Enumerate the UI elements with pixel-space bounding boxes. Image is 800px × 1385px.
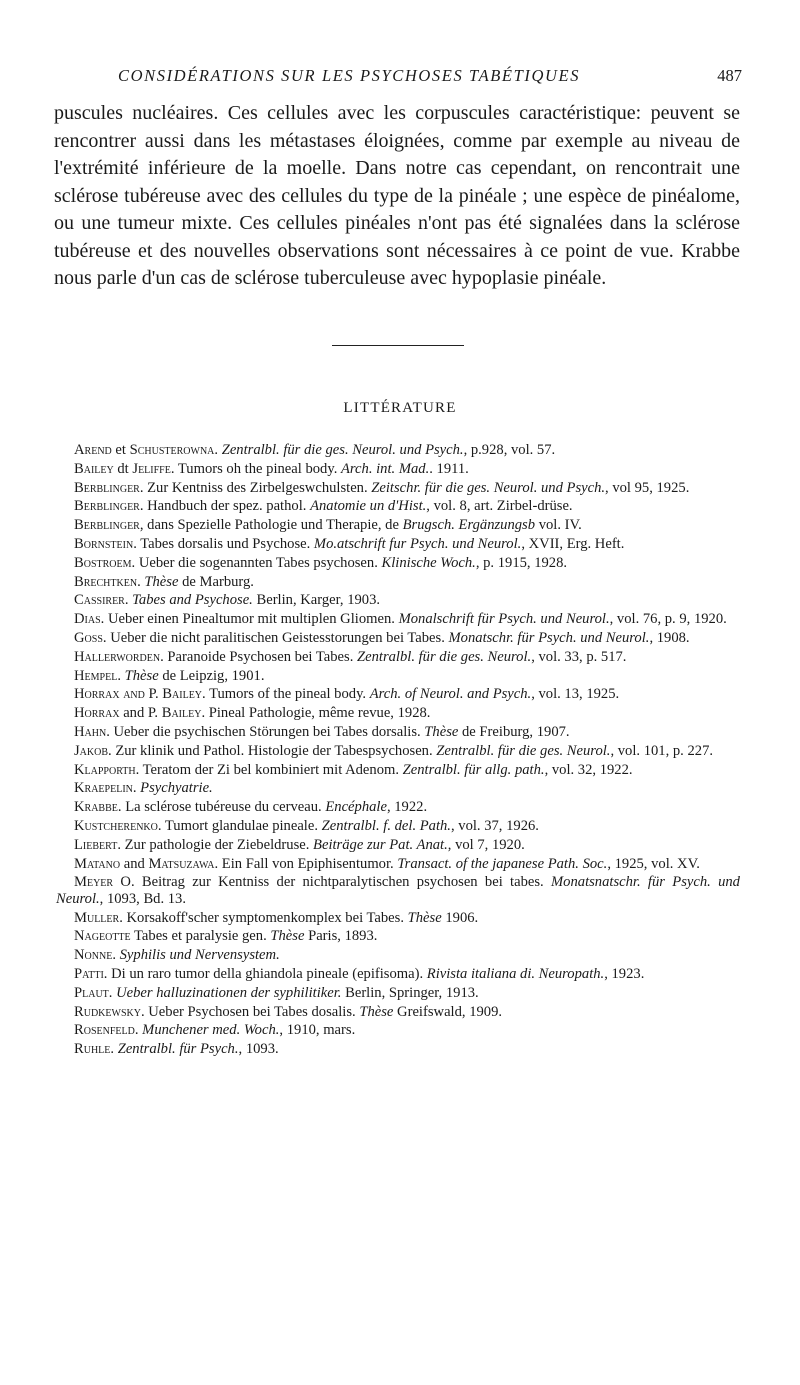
- ref-details: Paris, 1893.: [304, 928, 378, 945]
- ref-text: . Ein Fall von Epiphisentumor.: [214, 855, 398, 872]
- ref-author: Rosenfeld: [74, 1022, 135, 1039]
- ref-author: Hempel: [74, 667, 118, 684]
- ref-connector: et: [111, 442, 130, 458]
- ref-details: Greifswald, 1909.: [393, 1003, 503, 1020]
- reference-item: [56, 686, 740, 703]
- ref-author: Kustcherenko: [74, 817, 158, 834]
- ref-author: Meyer: [74, 874, 114, 891]
- reference-item: [56, 874, 740, 907]
- ref-coauthor: Schusterowna: [129, 442, 215, 458]
- ref-title: Zentralbl. für die ges. Neurol.: [357, 648, 532, 665]
- ref-details: vol. IV.: [535, 517, 582, 534]
- section-divider: [332, 345, 464, 346]
- ref-title: Arch. of Neurol. and Psych.: [369, 686, 532, 703]
- ref-title: Thèse: [144, 573, 179, 590]
- reference-item: [56, 611, 740, 628]
- ref-title: Thèse: [359, 1003, 394, 1020]
- ref-text: . Ueber Psychosen bei Tabes dosalis.: [140, 1003, 360, 1020]
- ref-connector: and: [120, 855, 149, 872]
- ref-details: Berlin, Springer, 1913.: [341, 984, 479, 1001]
- ref-text: , dans Spezielle Pathologie und Therapie, de: [139, 517, 403, 534]
- reference-list: [56, 442, 740, 1060]
- ref-coauthor: Matsuzawa: [148, 855, 215, 872]
- reference-item: [56, 498, 740, 515]
- ref-title: Thèse: [407, 909, 442, 926]
- ref-text: Tabes et paralysie gen.: [130, 928, 271, 945]
- reference-item: [56, 724, 740, 741]
- ref-title: Zentralbl. für die ges. Neurol.: [436, 742, 611, 759]
- ref-author: Patti: [74, 966, 104, 983]
- ref-text: .: [137, 573, 145, 590]
- ref-author: Hahn: [74, 723, 107, 740]
- reference-item: [56, 705, 740, 722]
- reference-item: [56, 574, 740, 591]
- reference-item: [56, 910, 740, 927]
- reference-item: [56, 1022, 740, 1039]
- ref-details: , vol. 37, 1926.: [450, 817, 539, 834]
- reference-item: [56, 517, 740, 534]
- reference-item: [56, 762, 740, 779]
- ref-text: . Tumors oh the pineal body.: [170, 460, 341, 477]
- ref-author: Hallerworden: [74, 648, 161, 665]
- ref-details: , 1925, vol. XV.: [607, 855, 700, 872]
- ref-author: Ruhle: [74, 1041, 111, 1058]
- ref-details: 1906.: [441, 909, 479, 926]
- reference-item: [56, 442, 740, 459]
- page-header: [0, 66, 800, 90]
- ref-author: Cassirer: [74, 592, 125, 609]
- ref-details: , XVII, Erg. Heft.: [521, 535, 625, 552]
- ref-connector: dt: [113, 460, 133, 477]
- ref-author: Rudkewsky: [74, 1003, 141, 1020]
- ref-title: Munchener med. Woch.: [142, 1022, 280, 1039]
- ref-details: , vol. 32, 1922.: [544, 761, 633, 778]
- ref-details: . 1911.: [429, 460, 469, 477]
- reference-item: [56, 966, 740, 983]
- ref-text: . Zur pathologie der Ziebeldruse.: [117, 836, 314, 853]
- ref-author: Bailey: [74, 460, 114, 477]
- ref-details: de Freiburg, 1907.: [458, 723, 570, 740]
- ref-details: , vol 95, 1925.: [605, 479, 690, 496]
- ref-text: . Korsakoff'scher symptomenkomplex bei Tabes.: [119, 909, 408, 926]
- ref-text: O. Beitrag zur Kentniss der nichtparalytischen psychosen bei tabes.: [113, 874, 552, 891]
- reference-item: [56, 480, 740, 497]
- ref-details: de Leipzig, 1901.: [158, 667, 265, 684]
- ref-details: , vol. 13, 1925.: [531, 686, 620, 703]
- ref-title: Zentralbl. für allg. path.: [402, 761, 545, 778]
- ref-title: Arch. int. Mad.: [341, 460, 430, 477]
- body-paragraph: puscules nucléaires. Ces cellules avec les corpuscules caractéristique: peuvent se rencontrer aussi dans les métastases éloignées, comme par exemple au niveau de l'extrémité inférieure de la moelle. Dans notre cas cependant, on rencontrait une sclérose tubéreuse avec des cellules du type de la pinéale ; une espèce de pinéalome, ou une tumeur mixte. Ces cellules pinéales n'ont pas été signalées dans la sclérose tubéreuse et des nouvelles observations sont nécessaires à ce point de vue. Krabbe nous parle d'un cas de sclérose tuberculeuse avec hypoplasie pinéale.: [54, 102, 740, 289]
- ref-details: de Marburg.: [178, 573, 254, 590]
- reference-item: [56, 649, 740, 666]
- ref-author: Liebert: [74, 836, 118, 853]
- ref-author: Bostroem: [74, 554, 132, 571]
- reference-item: [56, 780, 740, 797]
- ref-author: Klapporth: [74, 761, 136, 778]
- ref-title: Psychyatrie.: [140, 780, 213, 797]
- ref-text: . Ueber die sogenannten Tabes psychosen.: [131, 554, 382, 571]
- ref-text: .: [132, 780, 141, 797]
- ref-details: , 1922.: [386, 799, 428, 816]
- ref-text: . Di un raro tumor della ghiandola pineale (epifisoma).: [103, 966, 427, 983]
- reference-item: [56, 799, 740, 816]
- ref-title: Thèse: [270, 928, 305, 945]
- ref-text: . Ueber die nicht paralitischen Geistesstorungen bei Tabes.: [102, 629, 449, 646]
- reference-item: [56, 837, 740, 854]
- ref-author: Horrax and P. Bailey: [74, 686, 203, 703]
- ref-details: , vol. 8, art. Zirbel-drüse.: [426, 498, 573, 515]
- ref-details: , vol. 101, p. 227.: [610, 742, 714, 759]
- ref-author: Jakob: [74, 742, 109, 759]
- ref-title: Monatsnatschr. für Psych. und Neurol.: [56, 874, 740, 907]
- ref-coauthor: Jeliffe: [132, 460, 171, 477]
- ref-title: Zentralbl. für Psych.: [117, 1041, 239, 1058]
- ref-title: Thèse: [124, 667, 159, 684]
- ref-connector: and P.: [119, 705, 162, 722]
- reference-item: [56, 928, 740, 945]
- section-title: LITTÉRATURE: [343, 400, 457, 416]
- reference-item: [56, 1004, 740, 1021]
- ref-details: , p.928, vol. 57.: [463, 442, 556, 458]
- ref-title: Zentralbl. f. del. Path.: [321, 817, 451, 834]
- ref-author: Berblinger: [74, 517, 140, 534]
- reference-item: [56, 1041, 740, 1058]
- ref-text: . Pineal Pathologie, même revue, 1928.: [201, 705, 431, 722]
- reference-item: [56, 818, 740, 835]
- running-title: CONSIDÉRATIONS SUR LES PSYCHOSES TABÉTIQUES: [118, 66, 581, 85]
- reference-item: [56, 947, 740, 964]
- reference-item: [56, 630, 740, 647]
- ref-text: . Zur klinik und Pathol. Histologie der Tabespsychosen.: [108, 742, 437, 759]
- ref-text: .: [112, 947, 120, 964]
- ref-text: .: [108, 984, 117, 1001]
- ref-text: .: [214, 442, 222, 458]
- ref-author: Matano: [74, 855, 121, 872]
- ref-details: , vol. 76, p. 9, 1920.: [609, 611, 727, 628]
- ref-author: Muller: [74, 909, 120, 926]
- reference-item: [56, 856, 740, 873]
- ref-title: Anatomie un d'Hist.: [310, 498, 427, 515]
- ref-title: Rivista italiana di. Neuropath.: [426, 966, 605, 983]
- ref-title: Ueber halluzinationen der syphilitiker.: [116, 984, 342, 1001]
- ref-text: . Tumort glandulae pineale.: [157, 817, 322, 834]
- ref-title: Syphilis und Nervensystem.: [119, 947, 280, 964]
- ref-title: Encéphale: [325, 799, 387, 816]
- reference-item: [56, 555, 740, 572]
- ref-text: . Ueber die psychischen Störungen bei Tabes dorsalis.: [106, 723, 425, 740]
- ref-author: Nageotte: [74, 928, 131, 945]
- ref-title: Monatschr. für Psych. und Neurol.: [448, 629, 650, 646]
- ref-author: Arend: [74, 442, 112, 458]
- ref-title: Zeitschr. für die ges. Neurol. und Psych.: [371, 479, 606, 496]
- ref-text: . La sclérose tubéreuse du cerveau.: [117, 799, 326, 816]
- ref-author: Bornstein: [74, 535, 134, 552]
- ref-author: Nonne: [74, 947, 113, 964]
- ref-text: . Teratom der Zi bel kombiniert mit Adenom.: [135, 761, 403, 778]
- ref-text: . Handbuch der spez. pathol.: [139, 498, 311, 515]
- ref-text: .: [117, 667, 125, 684]
- ref-details: , p. 1915, 1928.: [475, 554, 568, 571]
- ref-text: . Tabes dorsalis und Psychose.: [133, 535, 314, 552]
- ref-author: Brechtken: [74, 573, 138, 590]
- ref-text: . Paranoide Psychosen bei Tabes.: [160, 648, 357, 665]
- ref-author: Plaut: [74, 984, 109, 1001]
- ref-details: , 1093.: [238, 1041, 279, 1058]
- ref-text: . Ueber einen Pinealtumor mit multiplen Gliomen.: [100, 611, 399, 628]
- ref-title: Tabes and Psychose.: [132, 592, 253, 609]
- ref-title: Transact. of the japanese Path. Soc.: [397, 855, 608, 872]
- ref-author: Kraepelin: [74, 780, 133, 797]
- ref-title: Beiträge zur Pat. Anat.: [313, 836, 448, 853]
- ref-title: Monalschrift für Psych. und Neurol.: [398, 611, 610, 628]
- ref-title: Thèse: [424, 723, 459, 740]
- ref-author: Dias: [74, 611, 101, 628]
- ref-details: , 1093, Bd. 13.: [99, 890, 187, 907]
- reference-item: [56, 985, 740, 1002]
- ref-text: . Tumors of the pineal body.: [202, 686, 370, 703]
- reference-item: [56, 668, 740, 685]
- ref-title: Klinische Woch.: [381, 554, 476, 571]
- reference-item: [56, 461, 740, 478]
- ref-author: Horrax: [74, 705, 120, 722]
- ref-title: Mo.atschrift fur Psych. und Neurol.: [313, 535, 522, 552]
- reference-item: [56, 536, 740, 553]
- ref-details: , vol. 33, p. 517.: [531, 648, 627, 665]
- ref-text: .: [110, 1041, 118, 1058]
- ref-details: , 1923.: [604, 966, 645, 983]
- ref-author: Berblinger: [74, 479, 140, 496]
- ref-text: .: [134, 1022, 143, 1039]
- ref-details: , 1908.: [649, 629, 690, 646]
- ref-text: . Zur Kentniss des Zirbelgeswchulsten.: [139, 479, 372, 496]
- ref-author: Goss: [74, 629, 103, 646]
- ref-coauthor: Bailey: [161, 705, 202, 722]
- page-number: 487: [717, 66, 742, 85]
- ref-details: , 1910, mars.: [279, 1022, 356, 1039]
- reference-item: [56, 592, 740, 609]
- ref-title: Zentralbl. für die ges. Neurol. und Psych.: [221, 442, 464, 458]
- ref-title: Brugsch. Ergänzungsb: [402, 517, 536, 534]
- ref-details: , vol 7, 1920.: [447, 836, 525, 853]
- ref-details: Berlin, Karger, 1903.: [252, 592, 381, 609]
- ref-author: Krabbe: [74, 799, 118, 816]
- ref-author: Berblinger: [74, 498, 140, 515]
- ref-text: .: [124, 592, 133, 609]
- reference-item: [56, 743, 740, 760]
